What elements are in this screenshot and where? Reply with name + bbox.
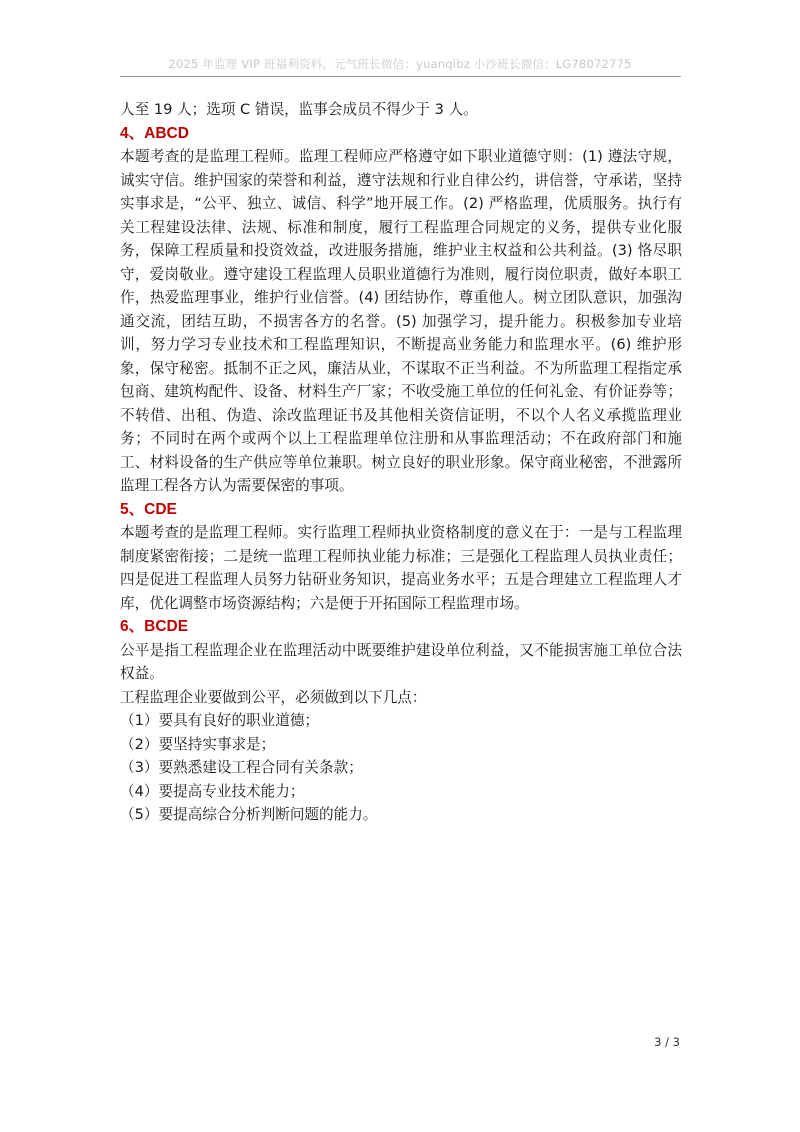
explanation-6-lead: 工程监理企业要做到公平，必须做到以下几点： xyxy=(120,688,427,706)
list-item: （2）要坚持实事求是； xyxy=(120,735,276,753)
list-item: （4）要提高专业技术能力； xyxy=(120,782,305,800)
list-item: （3）要熟悉建设工程合同有关条款； xyxy=(120,759,363,776)
list-item: （1）要具有良好的职业道德； xyxy=(120,712,320,729)
explanation-4: 本题考查的是监理工程师。监理工程师应严格遵守如下职业道德守则：(1) 遵法守规，诚实守信。维护国家的荣誉和利益，遵守法规和行业自律公约，讲信誉，守承诺，坚持实事求是，“公平、独立、诚信、科学”地开展工作。(2) 严格监理，优质服务。执行有关工程建设法律、法规、标准和制度，履行工程监理合同规定的义务，提供专业化服务，保障工程质量和投资效益，改进服务措施，维护业主权益和公共利益。(3) 恪尽职守，爱岗敬业。遵守建设工程监理人员职业道德行为准则，履行岗位职责，做好本职工作，热爱监理事业，维护行业信誉。(4) 团结协作，尊重他人。树立团队意识，加强沟通交流，团结互助，不损害各方的名誉。(5) 加强学习，提升能力。积极参加专业培训，努力学习专业技术和工程监理知识，不断提高业务能力和监理水平。(6) 维护形象，保守秘密。抵制不正之风，廉洁从业，不谋取不正当利益。不为所监理工程指定承包商、建筑构配件、设备、材料生产厂家；不收受施工单位的任何礼金、有价证券等；不转借、出租、伪造、涂改监理证书及其他相关资信证明，不以个人名义承揽监理业务；不同时在两个或两个以上工程监理单位注册和从事监理活动；不在政府部门和施工、材料设备的生产供应等单位兼职。树立良好的职业形象。保守商业秘密，不泄露所监理工程各方认为需要保密的事项。 xyxy=(120,148,682,494)
answer-heading-5: 5、CDE xyxy=(120,500,177,518)
list-item: （5）要提高综合分析判断问题的能力。 xyxy=(120,806,378,823)
explanation-5: 本题考查的是监理工程师。实行监理工程师执业资格制度的意义在于：一是与工程监理制度紧密衔接；二是统一监理工程师执业能力标准；三是强化工程监理人员执业责任；四是促进工程监理人员努力钻研业务知识，提高业务水平；五是合理建立工程监理人才库，优化调整市场资源结构；六是便于开拓国际工程监理市场。 xyxy=(120,524,682,612)
answer-heading-4: 4、ABCD xyxy=(120,124,189,142)
document-body xyxy=(120,98,682,827)
intro-paragraph: 人至 19 人；选项 C 错误，监事会成员不得少于 3 人。 xyxy=(120,101,478,118)
explanation-6-definition: 公平是指工程监理企业在监理活动中既要维护建设单位利益，又不能损害施工单位合法权益。 xyxy=(120,641,682,682)
answer-heading-6: 6、BCDE xyxy=(120,618,189,635)
header-divider xyxy=(120,76,681,77)
page-number: 3 / 3 xyxy=(654,1035,680,1049)
page-header: 2025 年监理 VIP 班福利资料，元气班长微信：yuanqibz 小沙班长微信：LG78072775 xyxy=(168,57,632,71)
